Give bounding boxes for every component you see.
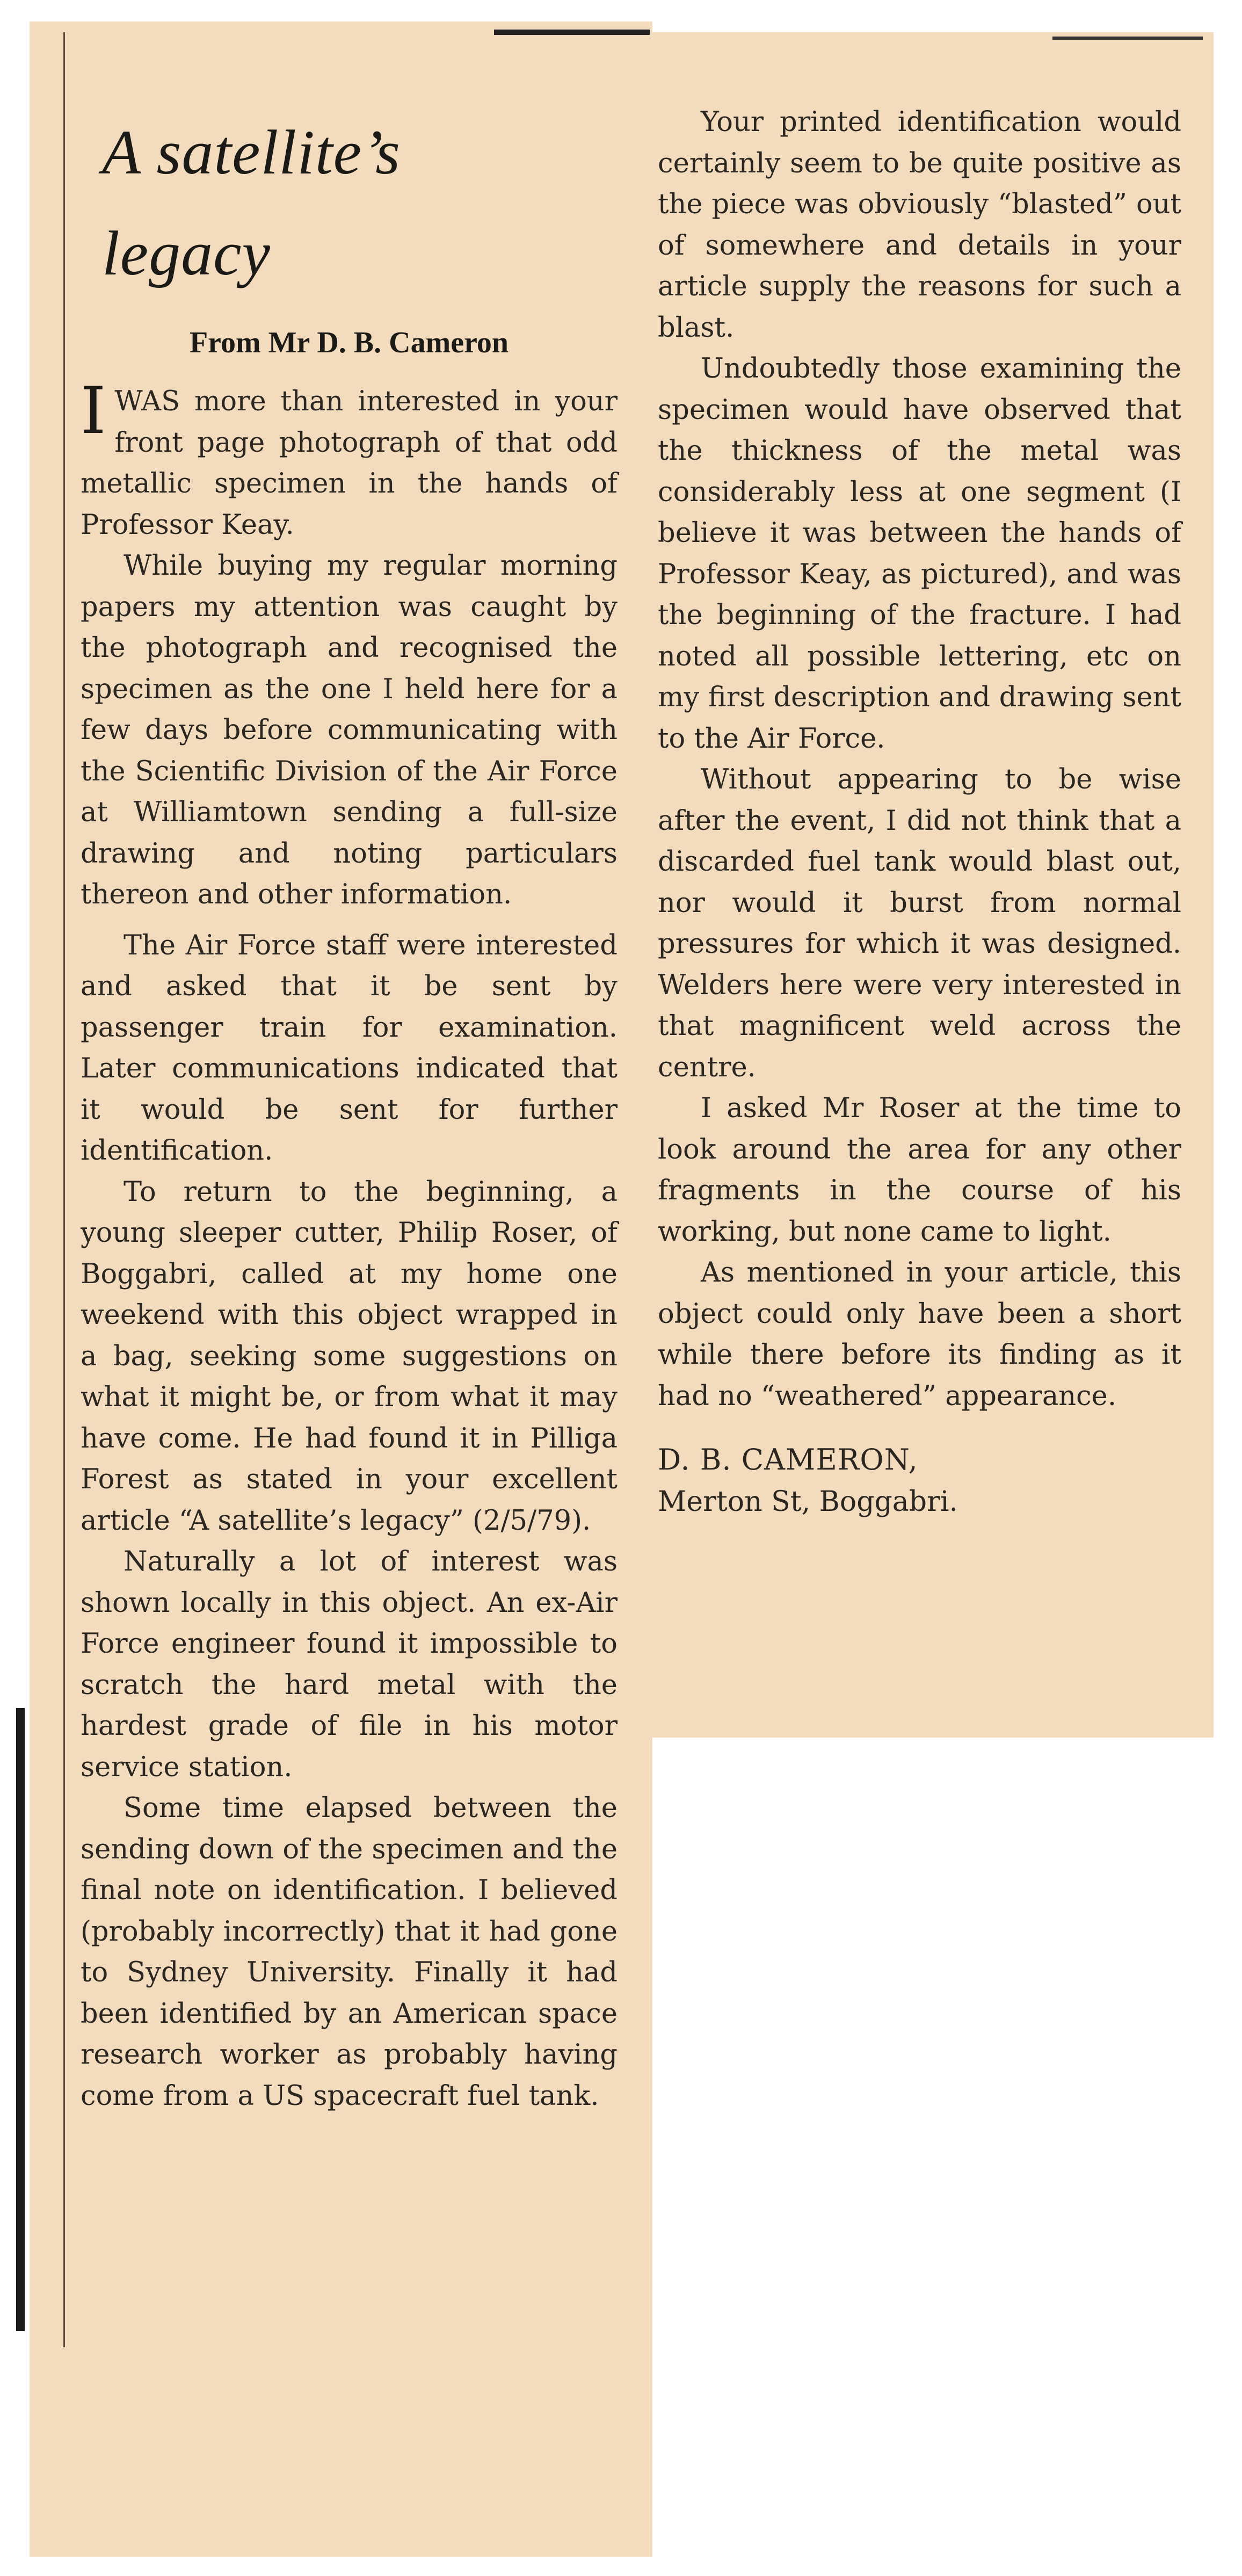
article-right-column xyxy=(658,102,1181,1522)
paragraph: Your printed identification would certainly seem to be quite positive as the piece was obviously “blasted” out of somewhere and details in your article supply the reasons for such a blast. xyxy=(658,106,1181,344)
signature: D. B. CAMERON, xyxy=(658,1443,918,1477)
paragraph: Undoubtedly those examining the specimen would have observed that the thickness of the metal was considerably less at one segment (I believe it was between the hands of Professor Keay, as pictured), and was the beginning of the fracture. I had noted all possible lettering, etc on my first description and drawing sent to the Air Force. xyxy=(658,353,1181,755)
paragraph xyxy=(81,374,618,546)
paragraph: Naturally a lot of interest was shown locally in this object. An ex-Air Force engineer found it impossible to scratch the hard metal with the hardest grade of file in his motor service station. xyxy=(81,1546,618,1783)
top-rule xyxy=(494,30,650,35)
paragraph: As mentioned in your article, this object could only have been a short while there before its finding as it had no “weathered” appearance. xyxy=(658,1257,1181,1412)
article-left-column xyxy=(81,102,618,2117)
paragraph: The Air Force staff were interested and asked that it be sent by passenger train for examination. Later communications indicated that it would be sent for further identification. xyxy=(81,929,618,1167)
paragraph: To return to the beginning, a young sleeper cutter, Philip Roser, of Boggabri, called at my home one weekend with this object wrapped in a bag, seeking some suggestions on what it might be, or from what it may have come. He had found it in Pilliga Forest as stated in your excellent article “A satellite’s legacy” (2/5/79). xyxy=(81,1176,618,1537)
paragraph: Some time elapsed between the sending down of the specimen and the final note on identification. I believed (probably incorrectly) that it had gone to Sydney University. Finally it had been identified by an American space research worker as probably having come from a US spacecraft fuel tank. xyxy=(81,1792,618,2112)
column-rule xyxy=(63,32,65,2347)
top-rule-right xyxy=(1052,37,1203,40)
paragraph: I asked Mr Roser at the time to look around the area for any other fragments in the course of his working, but none came to light. xyxy=(658,1092,1181,1248)
paragraph-text: WAS more than interested in your front page photograph of that odd metallic specimen in the hands of Professor Keay. xyxy=(81,386,618,541)
scan-shadow-edge xyxy=(16,1708,25,2331)
headline-line-1: A satellite’s xyxy=(102,117,401,187)
address: Merton St, Boggabri. xyxy=(658,1486,958,1518)
paragraph: While buying my regular morning papers my attention was caught by the photograph and recognised the specimen as the one I held here for a few days before communicating with the Scientific Division of the Air Force at Williamtown sending a full-size drawing and noting particulars thereon and other information. xyxy=(81,550,618,910)
byline: From Mr D. B. Cameron xyxy=(189,326,509,359)
paragraph: Without appearing to be wise after the event, I did not think that a discarded fuel tank would blast out, nor would it burst from normal pressures for which it was designed. Welders here were very interested in that magnificent weld across the centre. xyxy=(658,764,1181,1083)
headline-line-2: legacy xyxy=(102,218,271,288)
dropcap: I xyxy=(81,374,106,448)
headline xyxy=(102,102,618,304)
